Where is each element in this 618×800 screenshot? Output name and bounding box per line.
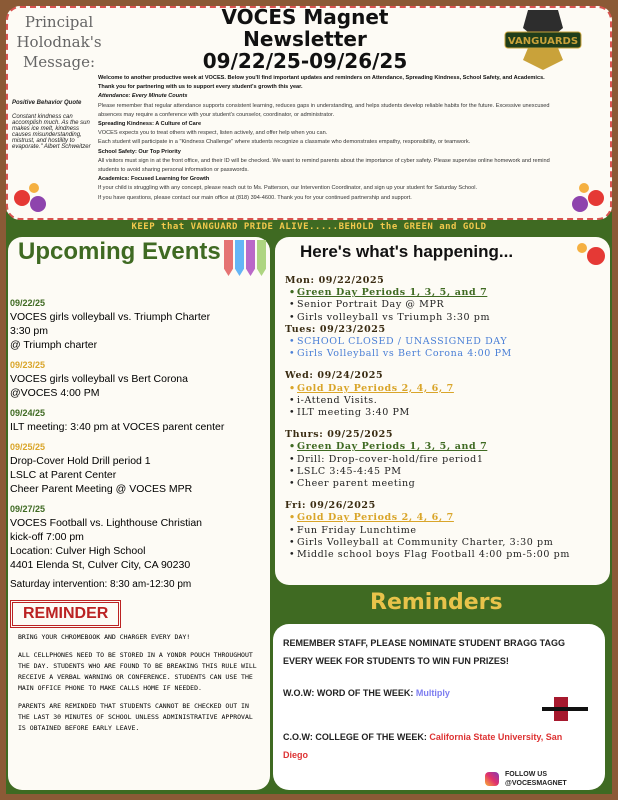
- event-date: 09/27/25: [10, 504, 46, 514]
- message-paragraph: Attendance: Every Minute Counts: [98, 93, 188, 100]
- event-line: Drop-Cover Hold Drill period 1: [10, 455, 151, 467]
- principal-message-body: [98, 74, 558, 203]
- event-item: [10, 502, 268, 572]
- social-follow[interactable]: [485, 770, 567, 788]
- message-paragraph: If your child is struggling with any concept, please reach out to Ms. Patterson, our Intervention Coordinator, and sign up your student for Saturday School.: [98, 185, 478, 192]
- message-paragraph: Academics: Focused Learning for Growth: [98, 176, 210, 183]
- event-line: LSLC at Parent Center: [10, 469, 117, 481]
- schedule-item: • ILT meeting 3:40 PM: [285, 407, 605, 419]
- vanguards-logo: [503, 8, 583, 72]
- title-line: Newsletter: [243, 27, 367, 51]
- event-line: ILT meeting: 3:40 pm at VOCES parent center: [10, 421, 225, 433]
- event-item: [10, 358, 268, 400]
- papel-picado-decoration: [224, 240, 266, 280]
- event-line: VOCES girls volleyball vs Bert Corona: [10, 373, 188, 385]
- note-chromebook: BRING YOUR CHROMEBOOK AND CHARGER EVERY DAY!: [18, 633, 191, 641]
- sdsu-logo: [540, 696, 590, 722]
- schedule-item: • Drill: Drop-cover-hold/fire period1: [285, 454, 605, 466]
- message-paragraph: All visitors must sign in at the front office, and their ID will be checked. We want to remind parents about the importance of cyber safety. Please supervise online homework and remind students to avoid sharing personal information or passwords.: [98, 157, 550, 174]
- flower-decoration-icon: [572, 240, 612, 280]
- schedule-item: • LSLC 3:45-4:45 PM: [285, 466, 605, 478]
- saturday-intervention: Saturday intervention: 8:30 am-12:30 pm: [10, 579, 192, 590]
- message-paragraph: Spreading Kindness: A Culture of Care: [98, 121, 202, 128]
- quote-block: [12, 100, 92, 150]
- event-line: 3:30 pm: [10, 325, 48, 337]
- wow-value: Multiply: [415, 688, 450, 698]
- follow-label: FOLLOW US: [505, 771, 547, 778]
- reminder-badge: REMINDER: [10, 600, 121, 628]
- wow-label: W.O.W: WORD OF THE WEEK:: [283, 688, 414, 698]
- upcoming-events-title: Upcoming Events: [18, 238, 221, 265]
- schedule-item: • Girls Volleyball vs Bert Corona 4:00 PM: [285, 348, 605, 360]
- note-cellphones: ALL CELLPHONES NEED TO BE STORED IN A YONDR POUCH THROUGHOUT THE DAY. STUDENTS WHO ARE FOUND TO BE BREAKING THIS RULE WILL RECEIVE A VERBAL WARNING OR CONFERENCE. STUDENTS CAN USE THE MAIN OFFICE PHONE TO MAKE CALLS HOME IF NEEDED.: [18, 651, 257, 692]
- event-date: 09/24/25: [10, 408, 46, 418]
- schedule-item: • Cheer parent meeting: [285, 478, 605, 490]
- quote-text: Constant kindness can accomplish much. As the sun makes ice melt, kindness causes misunderstanding, mistrust, and hostility to evaporate." Albert Schweitzer: [12, 114, 91, 150]
- schedule-item: • Senior Portrait Day @ MPR: [285, 299, 605, 311]
- event-line: VOCES Football vs. Lighthouse Christian: [10, 517, 203, 529]
- quote-label: Positive Behavior Quote: [12, 100, 82, 106]
- schedule-day: Wed: 09/24/2025: [285, 370, 384, 382]
- principal-heading: Principal Holodnak's Message:: [16, 13, 102, 71]
- flower-decoration-icon: [568, 176, 608, 216]
- event-date: 09/22/25: [10, 298, 46, 308]
- cow-label: C.O.W: COLLEGE OF THE WEEK:: [283, 732, 427, 742]
- event-item: [10, 296, 268, 352]
- schedule-item: • Girls volleyball vs Triumph 3:30 pm: [285, 312, 605, 324]
- event-date: 09/23/25: [10, 360, 46, 370]
- flower-decoration-icon: [10, 176, 50, 216]
- event-line: VOCES girls volleyball vs. Triumph Charter: [10, 311, 211, 323]
- schedule-item: • Gold Day Periods 2, 4, 6, 7: [285, 512, 605, 524]
- weekly-schedule: [285, 275, 605, 561]
- schedule-item: • Fun Friday Lunchtime: [285, 525, 605, 537]
- schedule-item: • Girls Volleyball at Community Charter, 3:30 pm: [285, 537, 605, 549]
- schedule-day: Tues: 09/23/2025: [285, 323, 386, 335]
- message-paragraph: School Safety: Our Top Priority: [98, 148, 181, 155]
- events-list: [10, 296, 268, 741]
- event-item: [10, 406, 268, 434]
- schedule-item: • Middle school boys Flag Football 4:00 pm-5:00 pm: [285, 549, 605, 561]
- newsletter-title: [150, 6, 460, 72]
- schedule-day: Fri: 09/26/2025: [285, 500, 376, 512]
- schedule-day: Mon: 09/22/2025: [285, 275, 385, 286]
- message-paragraph: VOCES expects you to treat others with respect, listen actively, and offer help when you can.: [98, 130, 328, 137]
- event-line: kick-off 7:00 pm: [10, 531, 84, 543]
- schedule-item: • i-Attend Visits.: [285, 395, 605, 407]
- event-line: Cheer Parent Meeting @ VOCES MPR: [10, 483, 193, 495]
- instagram-handle[interactable]: @VOCESMAGNET: [505, 780, 567, 787]
- happening-title: Here's what's happening...: [300, 242, 514, 261]
- message-paragraph: If you have questions, please contact our main office at (818) 394-4600. Thank you for your continued partnership and support.: [98, 194, 412, 201]
- cow-value: California State University, San Diego: [283, 732, 563, 760]
- event-line: Location: Culver High School: [10, 545, 146, 557]
- message-paragraph: Welcome to another productive week at VOCES. Below you'll find important updates and reminders on Attendance, Spreading Kindness, School Safety, and Academics. Thank you for partnering with us to support every student's growth this year.: [98, 75, 545, 91]
- note-checkout: PARENTS ARE REMINDED THAT STUDENTS CANNOT BE CHECKED OUT IN THE LAST 30 MINUTES OF SCHOOL UNLESS ADMINISTRATIVE APPROVAL IS OBTAINED BEFORE EARLY LEAVE.: [18, 702, 253, 732]
- title-dates: 09/22/25-09/26/25: [202, 49, 408, 73]
- event-line: @ Triumph charter: [10, 339, 98, 351]
- schedule-item: • Green Day Periods 1, 3, 5, and 7: [285, 287, 605, 299]
- schedule-day: Thurs: 09/25/2025: [285, 429, 394, 441]
- event-line: 4401 Elenda St, Culver City, CA 90230: [10, 559, 191, 571]
- message-paragraph: Please remember that regular attendance supports consistent learning, reduces gaps in understanding, and helps students develop reliable habits for the future. Excessive unexcused absences may require a conference with your student's counselor, coordinator, or administrator.: [98, 102, 550, 118]
- event-item: [10, 440, 268, 496]
- schedule-item: • Gold Day Periods 2, 4, 6, 7: [285, 383, 605, 395]
- college-of-week: [283, 728, 583, 764]
- reminders-title: Reminders: [370, 590, 503, 615]
- event-date: 09/25/25: [10, 442, 46, 452]
- bragg-tagg-note: REMEMBER STAFF, PLEASE NOMINATE STUDENT BRAGG TAGG EVERY WEEK FOR STUDENTS TO WIN FUN PRIZES!: [283, 638, 566, 666]
- title-line: VOCES Magnet: [221, 5, 389, 29]
- pride-banner: KEEP that VANGUARD PRIDE ALIVE.....BEHOLD the GREEN and GOLD: [131, 222, 487, 232]
- svg-text:VANGUARDS: VANGUARDS: [507, 36, 579, 47]
- message-paragraph: Each student will participate in a "Kindness Challenge" where students recognize a classmate who demonstrates empathy, responsibility, or teamwork.: [98, 139, 471, 146]
- schedule-item: • Green Day Periods 1, 3, 5, and 7: [285, 441, 605, 453]
- event-line: @VOCES 4:00 PM: [10, 387, 100, 399]
- schedule-item: • SCHOOL CLOSED / UNASSIGNED DAY: [285, 336, 605, 348]
- instagram-icon: [485, 772, 499, 786]
